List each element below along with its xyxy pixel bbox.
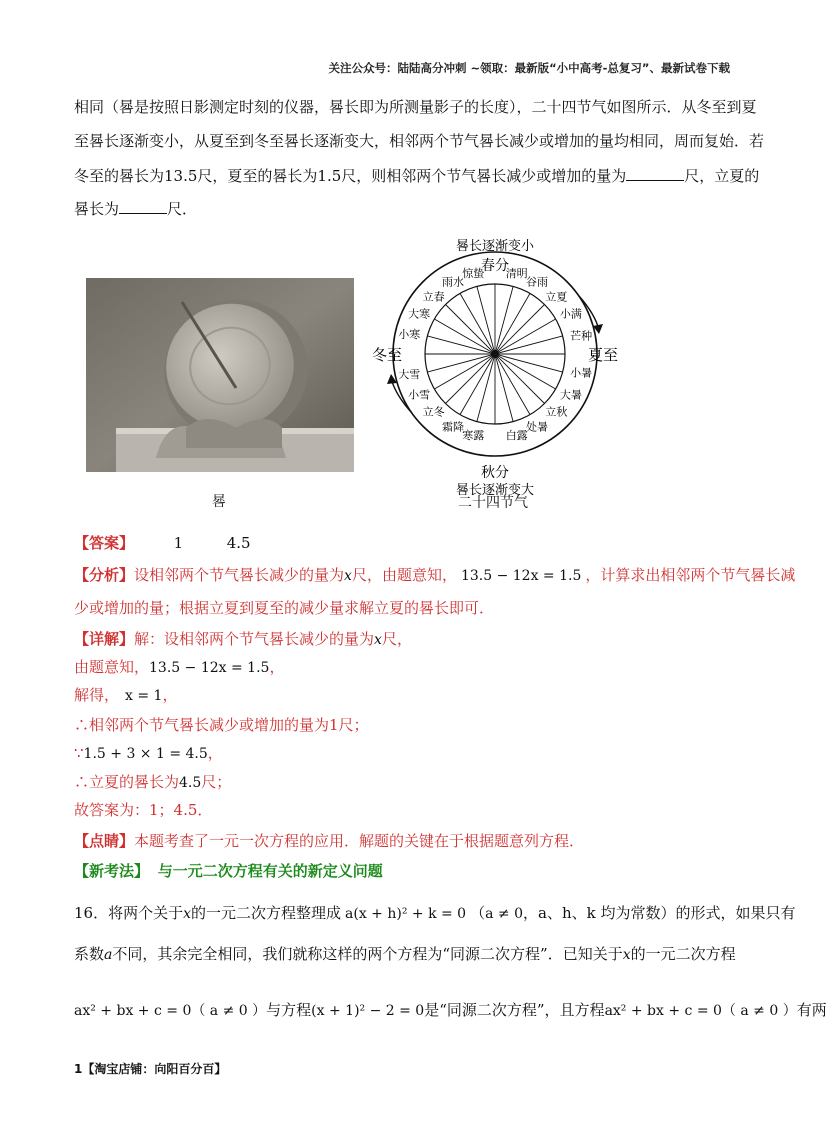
answer-blank-2[interactable] — [119, 199, 167, 214]
solar-term-label: 立夏 — [545, 290, 568, 304]
detail-l5-equation: 1.5 + 3 × 1 = 4.5 — [83, 746, 208, 762]
problem15-line3 — [74, 166, 759, 184]
detail-l3-text: 解得， — [74, 686, 120, 704]
p16-l1-equation: a(x + h)² + k = 0 — [345, 906, 467, 922]
detail-l6-text: ∴立夏的晷长为 — [74, 773, 180, 791]
detail-var: x — [374, 632, 382, 648]
comment-label: 【点睛】 — [74, 832, 135, 850]
label-winter-solstice: 冬至 — [371, 346, 403, 364]
problem15-line3-text-a: 冬至的晷长为13.5尺，夏至的晷长为1.5尺，则相邻两个节气晷长减少或增加的量为 — [74, 167, 627, 185]
analysis-equation: 13.5 − 12x = 1.5 — [460, 568, 582, 584]
label-summer-solstice: 夏至 — [587, 346, 619, 364]
solar-term-label: 白露 — [505, 429, 528, 443]
detail-l6-value: 4.5 — [179, 775, 202, 791]
diagram-caption: 二十四节气 — [458, 495, 528, 511]
problem16-line2 — [74, 947, 736, 963]
p16-l3-text-a: 与方程 — [266, 1001, 312, 1019]
p16-l3-equation-2: (x + 1)² − 2 = 0 — [311, 1003, 425, 1019]
section-label: 【新考法】 — [74, 862, 150, 880]
solar-term-label: 立冬 — [422, 405, 445, 419]
detail-label: 【详解】 — [74, 630, 135, 648]
detail-l3-punct: ， — [162, 686, 178, 704]
analysis-var: x — [344, 568, 352, 584]
problem15-line2: 至晷长逐渐变小，从夏至到冬至晷长逐渐变大，相邻两个节气晷长减少或增加的量均相同，周而复始．若 — [74, 132, 765, 150]
detail-line2 — [74, 660, 284, 676]
section-heading — [74, 864, 383, 879]
solar-term-label: 惊蛰 — [462, 266, 485, 280]
solar-term-label: 立秋 — [545, 405, 568, 419]
detail-line5 — [74, 746, 223, 762]
detail-line7: 故答案为：1；4.5． — [74, 801, 213, 819]
problem15-line1: 相同（晷是按照日影测定时刻的仪器，晷长即为所测量影子的长度），二十四节气如图所示．从冬至到夏 — [74, 98, 757, 116]
detail-l5-because: ∵ — [74, 744, 84, 762]
analysis-text-1: 设相邻两个节气晷长减少的量为 — [134, 566, 345, 584]
solar-term-label: 大雪 — [398, 367, 421, 381]
detail-l2-punct: ， — [269, 658, 285, 676]
analysis-line2: 少或增加的量；根据立夏到夏至的减少量求解立夏的晷长即可． — [74, 599, 495, 617]
p16-l2-text-a: 系数 — [74, 945, 105, 963]
p16-l3-condition-1: （ a ≠ 0 ） — [191, 1003, 267, 1019]
answer-line — [74, 536, 251, 551]
problem15-line4-text-b: 尺． — [167, 200, 198, 218]
solar-term-label: 霜降 — [442, 420, 464, 434]
p16-l3-equation-1: ax² + bx + c = 0 — [74, 1003, 192, 1019]
analysis-text-3: ，计算求出相邻两个节气晷长减 — [585, 566, 796, 584]
solar-term-label: 大寒 — [408, 307, 431, 321]
detail-l2-equation: 13.5 − 12x = 1.5 — [149, 660, 270, 676]
page-footer: 1【淘宝店铺：向阳百分百】 — [74, 1062, 227, 1076]
p16-l3-condition-2: （ a ≠ 0 ） — [721, 1003, 797, 1019]
p16-l1-var: x — [183, 906, 191, 922]
answer-blank-1[interactable] — [626, 166, 684, 181]
solar-term-label: 小暑 — [570, 366, 593, 380]
p16-l2-text-c: 的一元二次方程 — [630, 945, 736, 963]
sundial-caption: 晷 — [212, 494, 226, 510]
detail-line4: ∴相邻两个节气晷长减少或增加的量为1尺； — [74, 716, 369, 734]
section-title: 与一元二次方程有关的新定义问题 — [157, 862, 383, 880]
solar-term-label: 处暑 — [526, 420, 548, 434]
p16-l1-condition: a ≠ 0 — [485, 906, 523, 922]
comment-line — [74, 834, 584, 849]
detail-line3 — [74, 688, 177, 704]
analysis-label: 【分析】 — [74, 566, 135, 584]
solar-term-label: 清明 — [505, 266, 528, 280]
problem16-line1 — [74, 906, 795, 922]
solar-term-label: 寒露 — [462, 429, 485, 443]
page-header: 关注公众号：陆陆高分冲刺 ~领取：最新版“小中高考-总复习”、最新试卷下载 — [328, 61, 730, 75]
detail-text-1: 解：设相邻两个节气晷长减少的量为 — [134, 630, 375, 648]
answer-value-2: 4.5 — [226, 534, 251, 552]
problem15-line4 — [74, 199, 197, 217]
label-shorter: 晷长逐渐变小 — [455, 239, 535, 254]
solar-term-label: 小雪 — [408, 388, 431, 402]
p16-l1-text-a: 16．将两个关于 — [74, 904, 184, 922]
p16-l1-paren: （ — [470, 904, 486, 922]
p16-l2-var: a — [104, 947, 113, 963]
detail-l5-punct: ， — [207, 744, 223, 762]
detail-line1 — [74, 632, 412, 648]
detail-l6-unit: 尺； — [201, 773, 232, 791]
solar-term-label: 雨水 — [442, 275, 464, 289]
detail-l3-equation: x = 1 — [125, 688, 163, 704]
detail-line6 — [74, 775, 231, 791]
solar-term-label: 立春 — [422, 290, 445, 304]
detail-l2-text: 由题意知， — [74, 658, 150, 676]
label-autumn-equinox: 秋分 — [481, 465, 509, 481]
label-spring-equinox: 春分 — [481, 258, 509, 274]
p16-l3-equation-3: ax² + bx + c = 0 — [604, 1003, 722, 1019]
problem15-line4-text-a: 晷长为 — [74, 200, 120, 218]
detail-text-2: 尺， — [381, 630, 412, 648]
solar-term-label: 芒种 — [570, 329, 593, 343]
p16-l1-text-b: 的一元二次方程整理成 — [191, 904, 342, 922]
label-longer: 晷长逐渐变大 — [455, 483, 535, 498]
answer-value-1: 1 — [173, 534, 184, 552]
p16-l3-text-c: 有两 — [796, 1001, 827, 1019]
solar-term-label: 小寒 — [398, 328, 421, 342]
p16-l3-text-b: 是“同源二次方程”，且方程 — [424, 1001, 605, 1019]
solar-term-label: 大暑 — [559, 388, 582, 402]
problem16-line3 — [74, 1003, 827, 1019]
p16-l1-text-d: ，a、h、k 均为常数）的形式，如果只有 — [523, 904, 796, 922]
analysis-line1 — [74, 568, 795, 584]
problem15-line3-text-b: 尺，立夏的 — [684, 167, 760, 185]
answer-label: 【答案】 — [74, 534, 135, 552]
p16-l2-var2: x — [622, 947, 631, 963]
solar-term-label: 谷雨 — [526, 275, 548, 289]
comment-text: 本题考查了一元一次方程的应用．解题的关键在于根据题意列方程． — [134, 832, 585, 850]
analysis-text-2: 尺，由题意知， — [351, 566, 457, 584]
solar-term-label: 小满 — [559, 307, 582, 321]
sundial-photo — [86, 278, 354, 472]
solar-terms-diagram — [365, 234, 635, 510]
p16-l2-text-b: 不同，其余完全相同，我们就称这样的两个方程为“同源二次方程”．已知关于 — [112, 945, 623, 963]
